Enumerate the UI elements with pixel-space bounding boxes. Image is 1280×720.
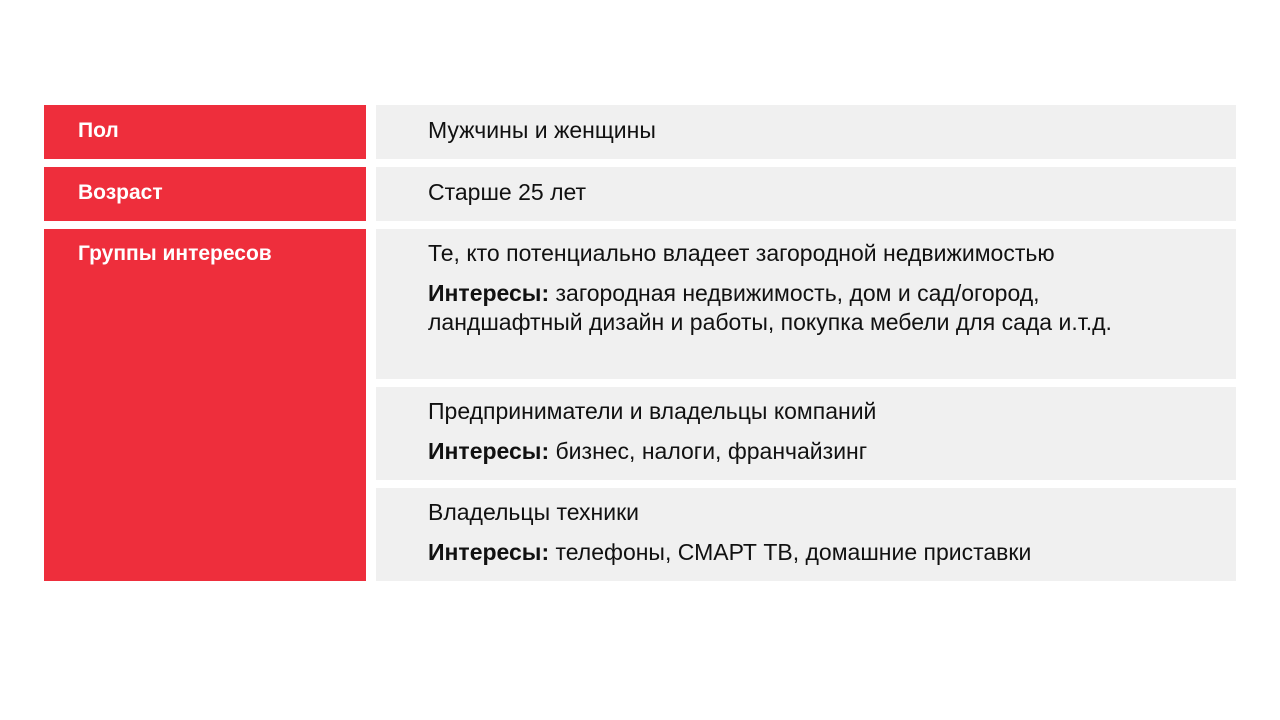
- interest-group-2-interests-text: бизнес, налоги, франчайзинг: [555, 438, 868, 464]
- interest-group-1-interests: [428, 279, 1126, 337]
- label-gender-text: Пол: [78, 119, 119, 142]
- interest-group-3: [376, 488, 1236, 581]
- interest-group-2: [376, 387, 1236, 480]
- value-age: [376, 167, 1236, 221]
- interest-group-1-interests-label: Интересы:: [428, 280, 550, 306]
- label-gender: [44, 105, 366, 159]
- interest-group-2-interests: [428, 437, 1126, 466]
- label-age: [44, 167, 366, 221]
- interest-group-2-interests-label: Интересы:: [428, 438, 550, 464]
- label-interest-groups: [44, 229, 366, 581]
- interest-group-1: [376, 229, 1236, 379]
- interest-group-3-title: Владельцы техники: [428, 499, 640, 525]
- label-age-text: Возраст: [78, 181, 163, 204]
- interest-group-3-interests-text: телефоны, СМАРТ ТВ, домашние приставки: [555, 539, 1032, 565]
- label-interest-groups-text: Группы интересов: [78, 242, 272, 265]
- interest-group-1-interests-text: загородная недвижимость, дом и сад/огород, ландшафтный дизайн и работы, покупка мебели для сада и.т.д.: [428, 280, 1112, 335]
- value-gender-text: Мужчины и женщины: [428, 117, 656, 143]
- interest-group-2-title: Предприниматели и владельцы компаний: [428, 398, 877, 424]
- value-age-text: Старше 25 лет: [428, 179, 587, 205]
- interest-group-3-interests-label: Интересы:: [428, 539, 550, 565]
- interest-group-1-title: Те, кто потенциально владеет загородной недвижимостью: [428, 240, 1055, 266]
- interest-group-3-interests: [428, 538, 1126, 567]
- value-gender: [376, 105, 1236, 159]
